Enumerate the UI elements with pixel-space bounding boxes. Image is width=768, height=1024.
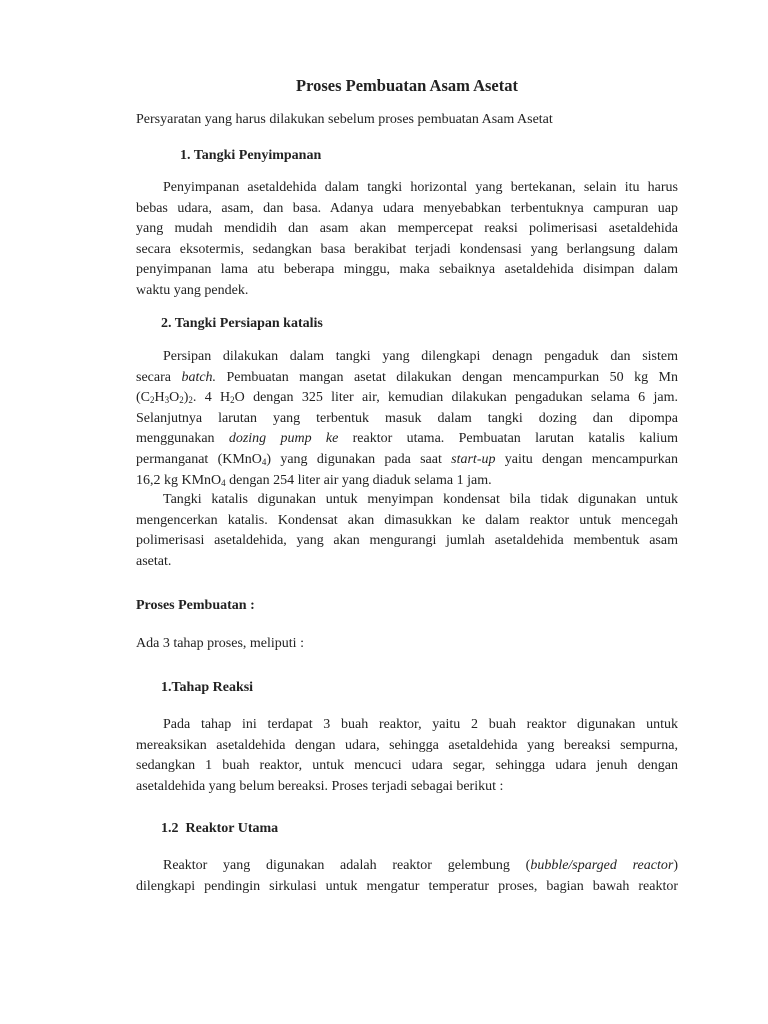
paragraph-line: 16,2 kg KMnO$_4$ dengan 254 liter air yang diaduk selama 1 jam. [136,472,492,488]
paragraph-reaktor-utama [136,856,678,897]
paragraph-line: bebas udara, asam, dan basa. Adanya udara menyebabkan terbentuknya campuran uap [136,200,678,216]
paragraph-line: secara eksotermis, sedangkan basa berakibat terjadi kondensasi yang berlangsung dalam [136,241,678,257]
paragraph-line: $(C_2H_3O_2)_2$. 4 $H_2O$ dengan 325 liter air, kemudian dilakukan pengadukan selama 6 jam. [136,390,678,406]
paragraph-line: dilengkapi pendingin sirkulasi untuk mengatur temperatur proses, bagian bawah reaktor [136,878,678,894]
paragraph-line: yang mudah mendidih dan asam akan mempercepat reaksi polimerisasi asetaldehida [136,221,678,237]
heading-proses-pembuatan: Proses Pembuatan : [136,598,255,613]
paragraph-tangki-katalis [136,490,678,572]
heading-tangki-persiapan-katalis: 2. Tangki Persiapan katalis [161,316,323,331]
paragraph-tahap-proses: Ada 3 tahap proses, meliputi : [136,636,304,651]
paragraph-line: Pada tahap ini terdapat 3 buah reaktor, yaitu 2 buah reaktor digunakan untuk [163,717,678,732]
heading-tahap-reaksi: 1.Tahap Reaksi [161,680,254,695]
paragraph-line: Penyimpanan asetaldehida dalam tangki horizontal yang bertekanan, selain itu harus [163,180,678,195]
paragraph-line: permanganat (KMnO$_4$) yang digunakan pada saat start-up yaitu dengan mencampurkan [136,451,679,467]
paragraph-line: Selanjutnya larutan yang terbentuk masuk dalam tangki dozing dan dipompa [136,410,678,426]
paragraph-line: Reaktor yang digunakan adalah reaktor gelembung (bubble/sparged reactor) [163,858,678,873]
paragraph-line: Tangki katalis digunakan untuk menyimpan kondensat bila tidak digunakan untuk [163,492,678,507]
paragraph-line: sedangkan 1 buah reaktor, untuk mencuci udara segar, sehingga udara jenuh dengan [136,758,678,774]
paragraph-line: secara batch. Pembuatan mangan asetat dilakukan dengan mencampurkan 50 kg Mn [136,369,678,385]
paragraph-line: penyimpanan lama atu beberapa minggu, maka sebaiknya asetaldehida disimpan dalam [136,262,678,278]
paragraph-line: asetaldehida yang belum bereaksi. Proses terjadi sebagai berikut : [136,778,504,794]
paragraph-line: waktu yang pendek. [136,282,249,298]
paragraph-line: asetat. [136,553,172,569]
paragraph-line: Persipan dilakukan dalam tangki yang dilengkapi denagn pengaduk dan sistem [163,349,678,364]
paragraph-line: mengencerkan katalis. Kondensat akan dimasukkan ke dalam reaktor untuk mencegah [136,512,678,528]
paragraph-penyimpanan [136,178,678,302]
paragraph-line: polimerisasi asetaldehida, yang akan mengurangi jumlah asetaldehida membentuk asam [136,533,678,549]
paragraph-persiapan-katalis [136,347,678,491]
heading-tangki-penyimpanan: 1. Tangki Penyimpanan [180,148,322,163]
paragraph-line: mereaksikan asetaldehida dengan udara, sehingga asetaldehida yang bereaksi sempurna, [136,737,678,753]
paragraph-line: menggunakan dozing pump ke reaktor utama. Pembuatan larutan katalis kalium [136,431,678,447]
heading-reaktor-utama: 1.2 Reaktor Utama [161,821,279,836]
intro-text: Persyaratan yang harus dilakukan sebelum proses pembuatan Asam Asetat [136,112,553,127]
paragraph-tahap-reaksi [136,715,678,797]
document-title: Proses Pembuatan Asam Asetat [296,76,518,95]
